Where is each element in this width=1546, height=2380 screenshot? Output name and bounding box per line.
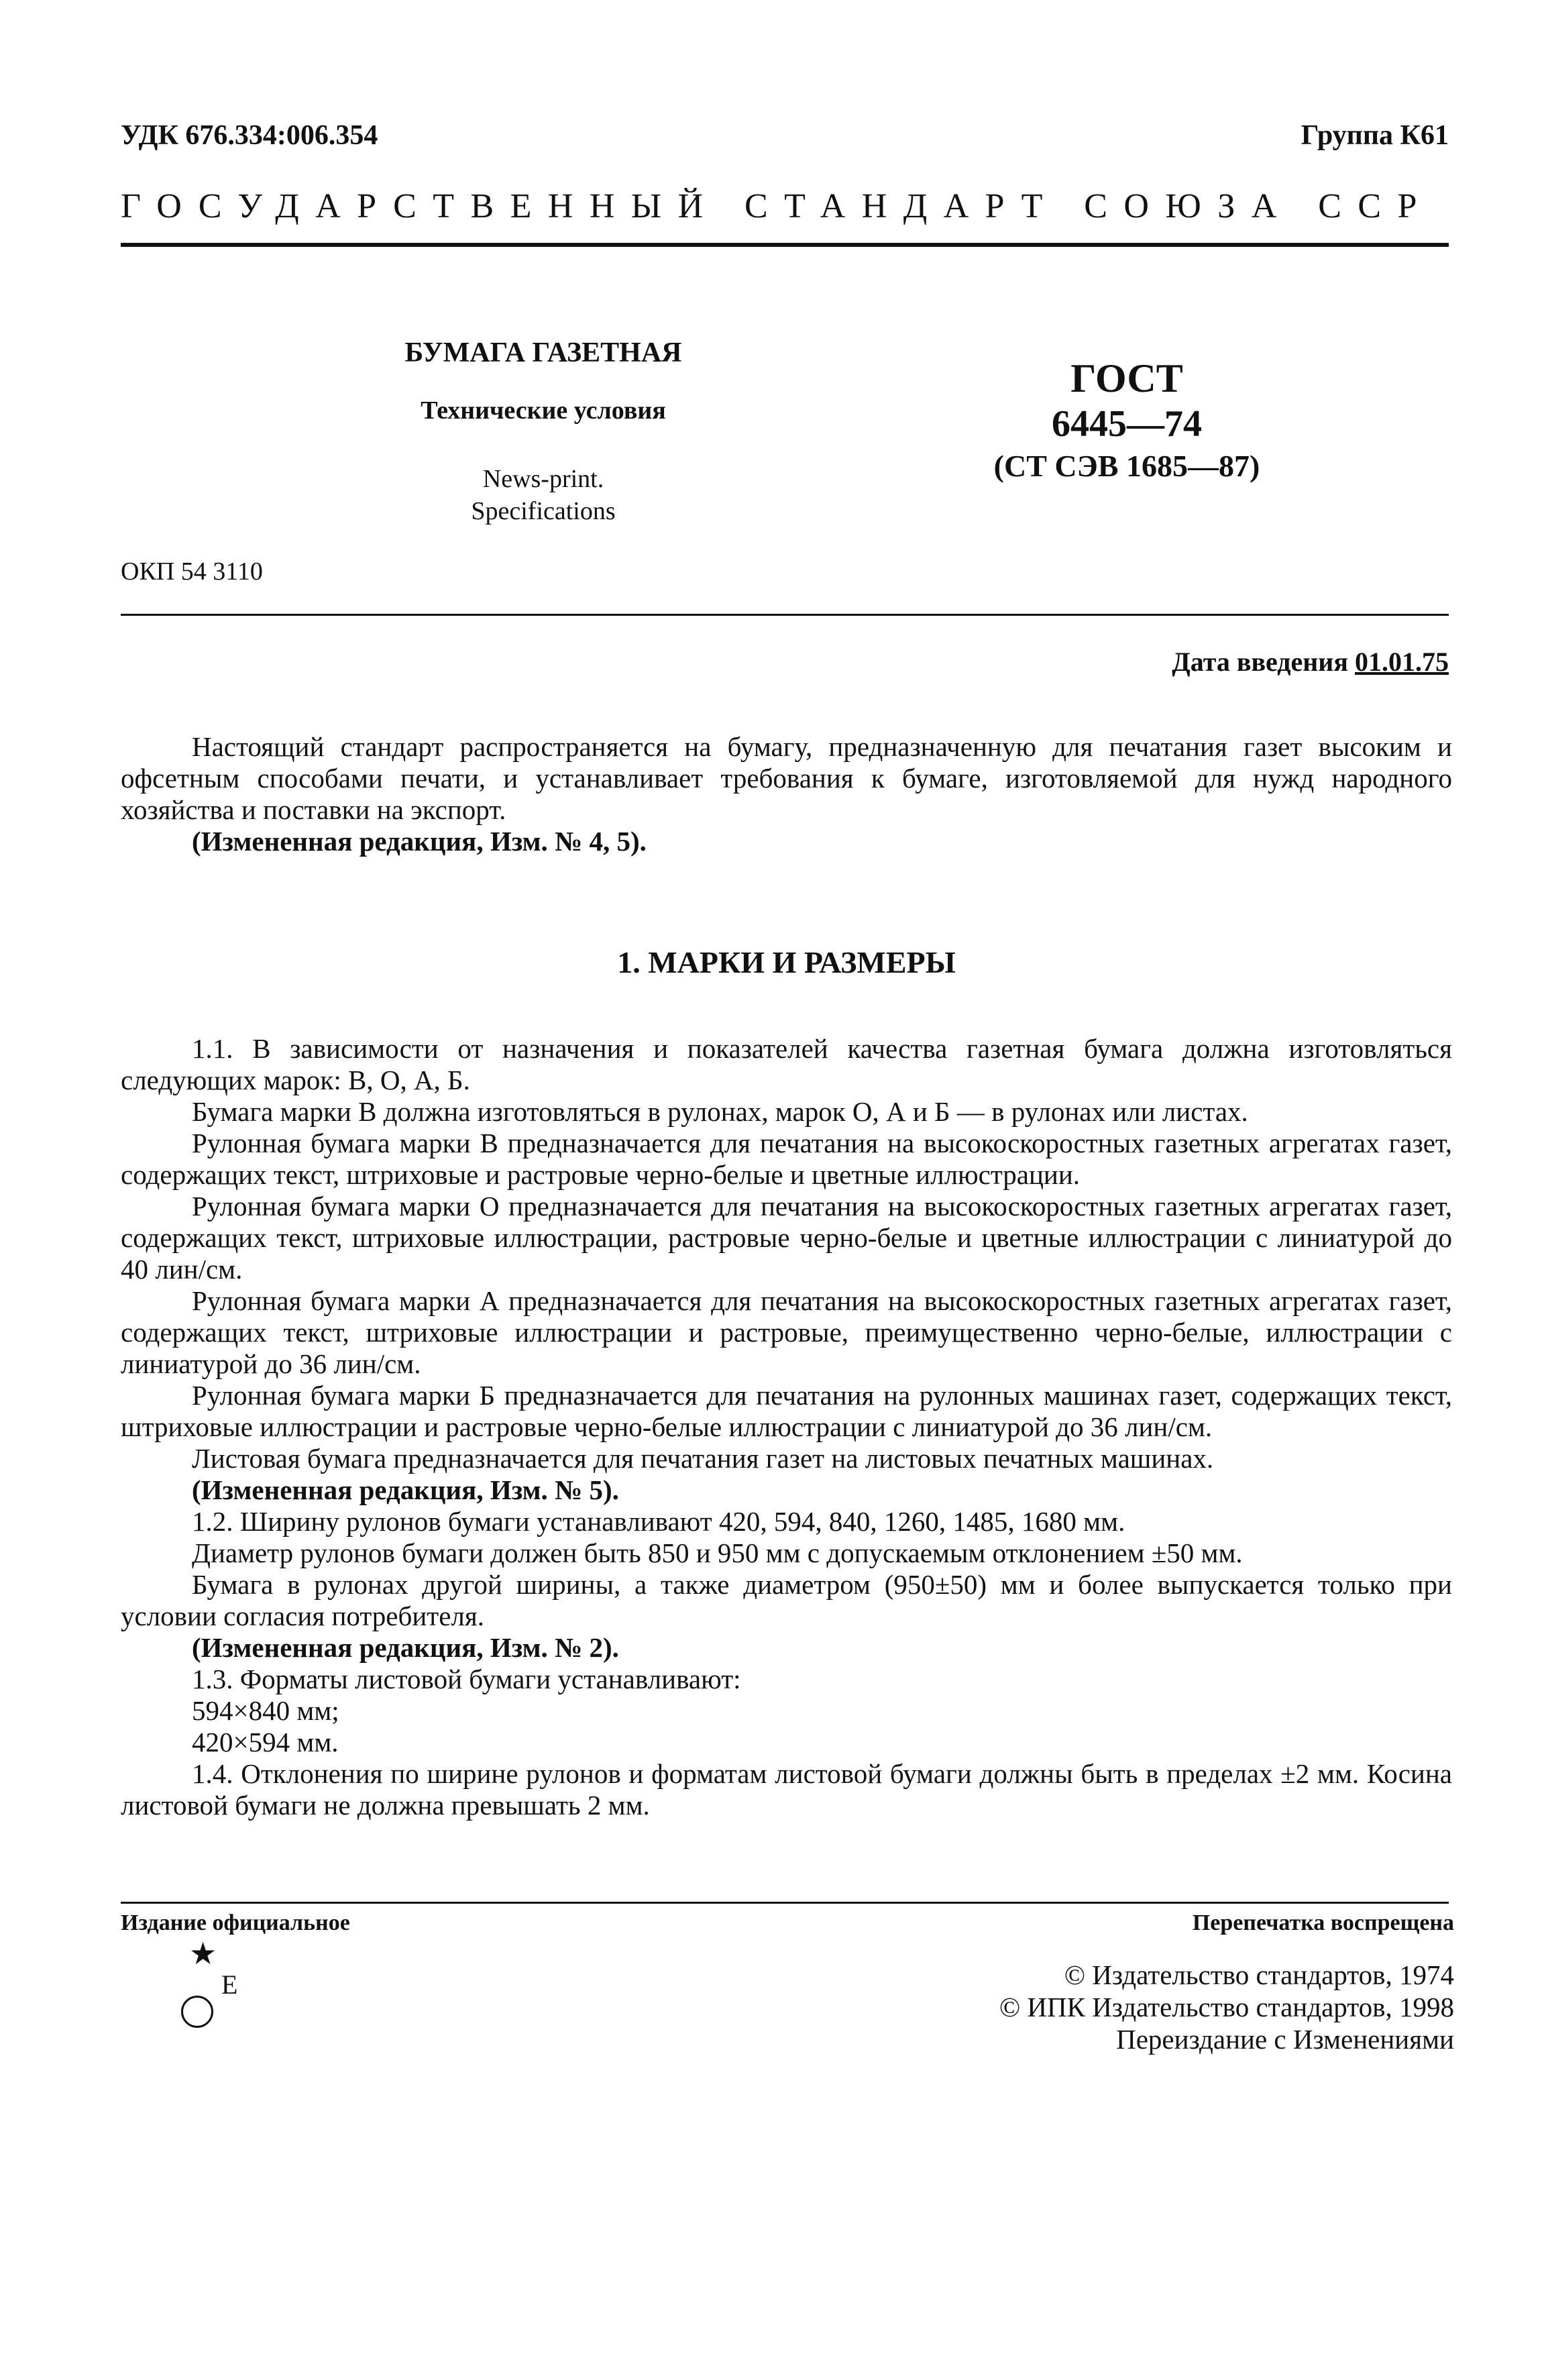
title-rule xyxy=(121,614,1449,616)
group-code: Группа К61 xyxy=(1301,120,1449,151)
paragraph-other-sizes: Бумага в рулонах другой ширины, а также диаметром (950±50) мм и более выпускается только при условии согласия потребителя. xyxy=(121,1569,1452,1631)
paragraph-roll-b: Рулонная бумага марки Б предназначается для печатания на рулонных машинах газет, содержащих текст, штриховые иллюстрации и растровые черно-белые иллюстрации с линиатурой до 36 лин/см. xyxy=(121,1380,1452,1442)
clause-1-2: 1.2. Ширину рулонов бумаги устанавливают 420, 594, 840, 1260, 1485, 1680 мм. xyxy=(192,1506,1125,1537)
reprint-prohibited: Перепечатка воспрещена xyxy=(1192,1910,1454,1935)
gost-number: 6445—74 xyxy=(1052,403,1202,445)
udk-code: УДК 676.334:006.354 xyxy=(121,120,378,151)
format-1: 594×840 мм; xyxy=(192,1695,339,1726)
state-standard-heading: ГОСУДАРСТВЕННЫЙ СТАНДАРТ СОЮЗА ССР xyxy=(121,187,1433,225)
format-2: 420×594 мм. xyxy=(192,1727,339,1757)
circle-icon xyxy=(181,1996,213,2028)
copyright-1998: © ИПК Издательство стандартов, 1998 xyxy=(999,1992,1454,2022)
section-body xyxy=(121,1033,1452,1821)
clause-1-4: 1.4. Отклонения по ширине рулонов и форматам листовой бумаги должны быть в пределах ±2 мм. Косина листовой бумаги не должна превышать 2 мм. xyxy=(121,1758,1452,1821)
official-edition: Издание официальное xyxy=(121,1910,350,1935)
doc-title-english-line2: Specifications xyxy=(471,497,616,525)
copyright-block xyxy=(649,1959,1454,2055)
preamble xyxy=(121,731,1452,857)
doc-subtitle: Технические условия xyxy=(421,396,666,425)
paragraph-grade-v: Бумага марки В должна изготовляться в рулонах, марок О, А и Б — в рулонах или листах. xyxy=(192,1096,1248,1127)
change-note-5: (Измененная редакция, Изм. № 5). xyxy=(192,1474,619,1505)
doc-title-english xyxy=(349,463,738,527)
intro-date-value: 01.01.75 xyxy=(1355,647,1449,677)
footer-rule xyxy=(121,1902,1449,1904)
clause-1-1: 1.1. В зависимости от назначения и показателей качества газетная бумага должна изготовляться следующих марок: В, О, А, Б. xyxy=(121,1033,1452,1095)
paragraph-diameter: Диаметр рулонов бумаги должен быть 850 и 950 мм с допускаемым отклонением ±50 мм. xyxy=(192,1537,1243,1568)
preamble-change-note: (Измененная редакция, Изм. № 4, 5). xyxy=(192,826,647,857)
star-icon: ★ xyxy=(189,1937,217,1971)
clause-1-3: 1.3. Форматы листовой бумаги устанавливают: xyxy=(192,1664,741,1694)
intro-date-label: Дата введения xyxy=(1172,647,1348,677)
section-title: 1. МАРКИ И РАЗМЕРЫ xyxy=(617,945,956,979)
gost-sev-reference: (СТ СЭВ 1685—87) xyxy=(993,449,1260,483)
paragraph-roll-v: Рулонная бумага марки В предназначается для печатания на высокоскоростных газетных агрегатах газет, содержащих текст, штриховые и растровые черно-белые и цветные иллюстрации. xyxy=(121,1128,1452,1190)
paragraph-roll-o: Рулонная бумага марки О предназначается для печатания на высокоскоростных газетных агрегатах газет, содержащих текст, штриховые иллюстрации, растровые черно-белые и цветные иллюстрации с линиатурой до 40 лин/см. xyxy=(121,1191,1452,1285)
paragraph-sheet: Листовая бумага предназначается для печатания газет на листовых печатных машинах. xyxy=(192,1443,1214,1474)
reissue-note: Переиздание с Изменениями xyxy=(1116,2024,1454,2055)
header-rule xyxy=(121,243,1449,247)
paragraph-roll-a: Рулонная бумага марки А предназначается для печатания на высокоскоростных газетных агрегатах газет, содержащих текст, штриховые иллюстрации и растровые, преимущественно черно-белые, иллюстрации с линиатурой до 36 лин/см. xyxy=(121,1285,1452,1379)
okp-code: ОКП 54 3110 xyxy=(121,557,263,586)
change-note-2: (Измененная редакция, Изм. № 2). xyxy=(192,1632,619,1663)
e-mark: Е xyxy=(221,1969,238,2000)
gost-label: ГОСТ xyxy=(1070,356,1183,400)
doc-title-english-line1: News-print. xyxy=(482,465,604,493)
intro-date xyxy=(1172,646,1449,678)
preamble-text: Настоящий стандарт распространяется на бумагу, предназначенную для печатания газет высоким и офсетным способами печати, и устанавливает требования к бумаге, изготовляемой для нужд народного хозяйства и поставки на экспорт. xyxy=(121,731,1452,825)
doc-title: БУМАГА ГАЗЕТНАЯ xyxy=(404,337,682,368)
copyright-1974: © Издательство стандартов, 1974 xyxy=(1064,1959,1454,1990)
